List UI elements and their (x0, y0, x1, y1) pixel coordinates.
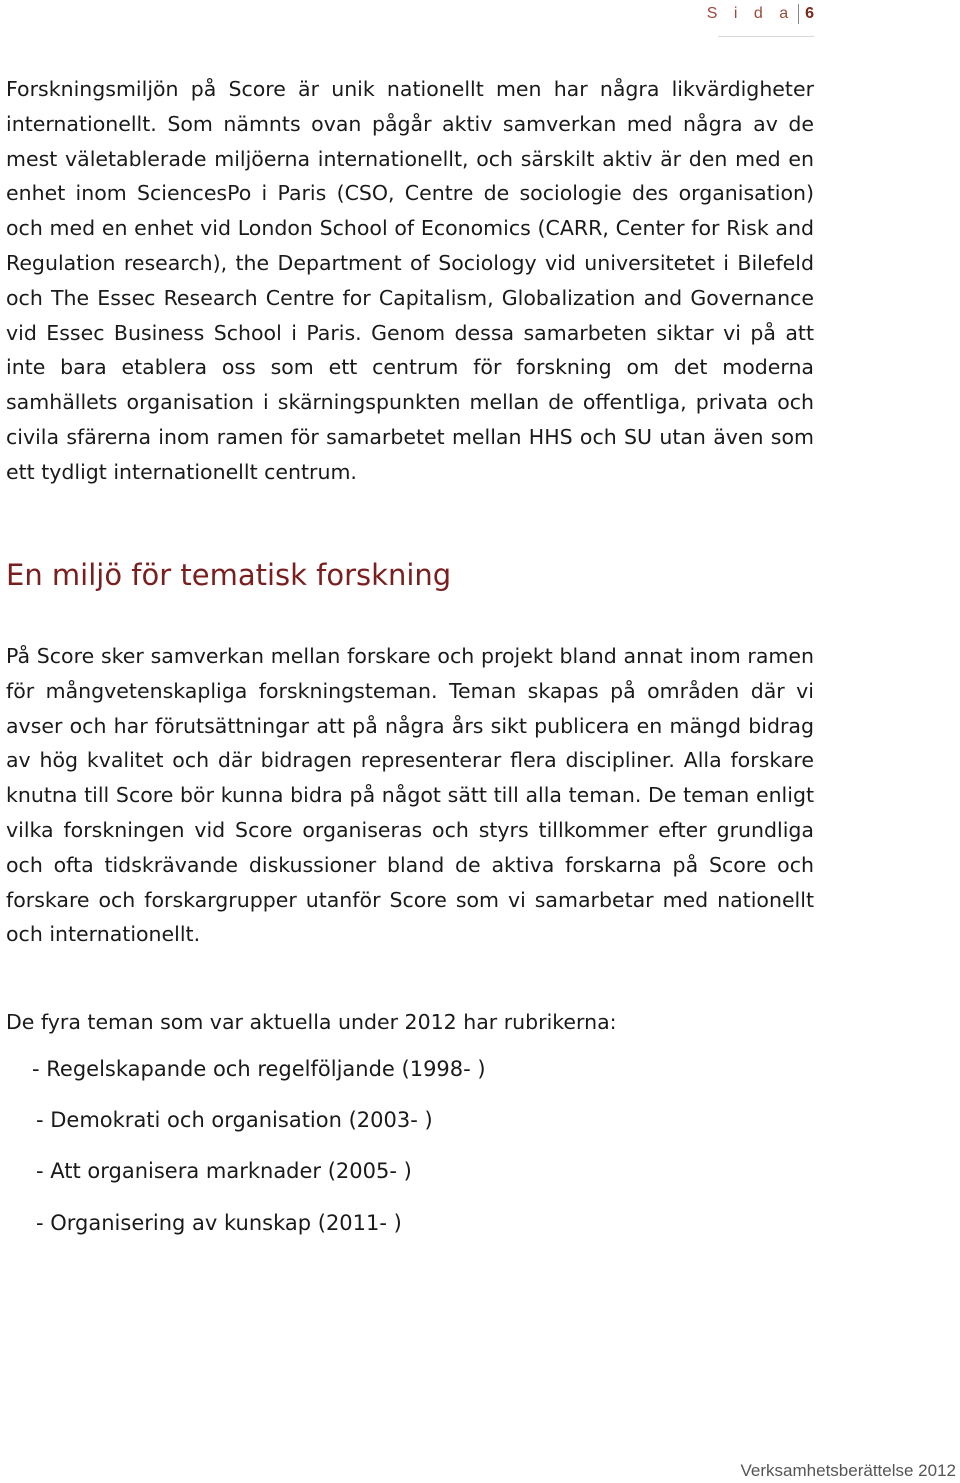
section-heading: En miljö för tematisk forskning (6, 558, 452, 592)
theme-paragraph: På Score sker samverkan mellan forskare och projekt bland annat inom ramen för mångvetenskapliga forskningsteman. Teman skapas på områden där vi avser och har förutsättningar att på några års sikt publicera en mängd bidrag av hög kvalitet och där bidragen representerar flera discipliner. Alla forskare knutna till Score bör kunna bidra på något sätt till alla teman. De teman enligt vilka forskningen vid Score organiseras och styrs tillkommer efter grundliga och ofta tidskrävande diskussioner bland de aktiva forskarna på Score och forskare och forskargrupper utanför Score som vi samarbetar med nationellt och internationellt. (6, 644, 814, 947)
page-label: S i d a (706, 5, 795, 22)
header-rule (718, 36, 814, 37)
header-divider (798, 4, 799, 24)
page-header (707, 4, 814, 24)
intro-paragraph: Forskningsmiljön på Score är unik nationellt men har några likvärdigheter internationellt. Som nämnts ovan pågår aktiv samverkan med några av de mest väletablerade miljöerna internationellt, och särskilt aktiv är den med en enhet inom SciencesPo i Paris (CSO, Centre de sociologie des organisation) och med en enhet vid London School of Economics (CARR, Center for Risk and Regulation research), the Department of Sociology vid universitetet i Bilefeld och The Essec Research Centre for Capitalism, Globalization and Governance vid Essec Business School i Paris. Genom dessa samarbeten siktar vi på att inte bara etablera oss som ett centrum för forskning om det moderna samhällets organisation i skärningspunkten mellan de offentliga, privata och civila sfärerna inom ramen för samarbetet mellan HHS och SU utan även som ett tydligt internationellt centrum. (6, 77, 814, 484)
page-number: 6 (805, 5, 814, 22)
themes-intro: De fyra teman som var aktuella under 2012 har rubrikerna: (6, 1010, 617, 1034)
page-footer: Verksamhetsberättelse 2012 (740, 1461, 956, 1480)
list-item: - Att organisera marknader (2005- ) (36, 1159, 412, 1183)
list-item: - Organisering av kunskap (2011- ) (36, 1211, 402, 1235)
list-item: - Regelskapande och regelföljande (1998- ) (32, 1057, 486, 1081)
list-item: - Demokrati och organisation (2003- ) (36, 1108, 433, 1132)
